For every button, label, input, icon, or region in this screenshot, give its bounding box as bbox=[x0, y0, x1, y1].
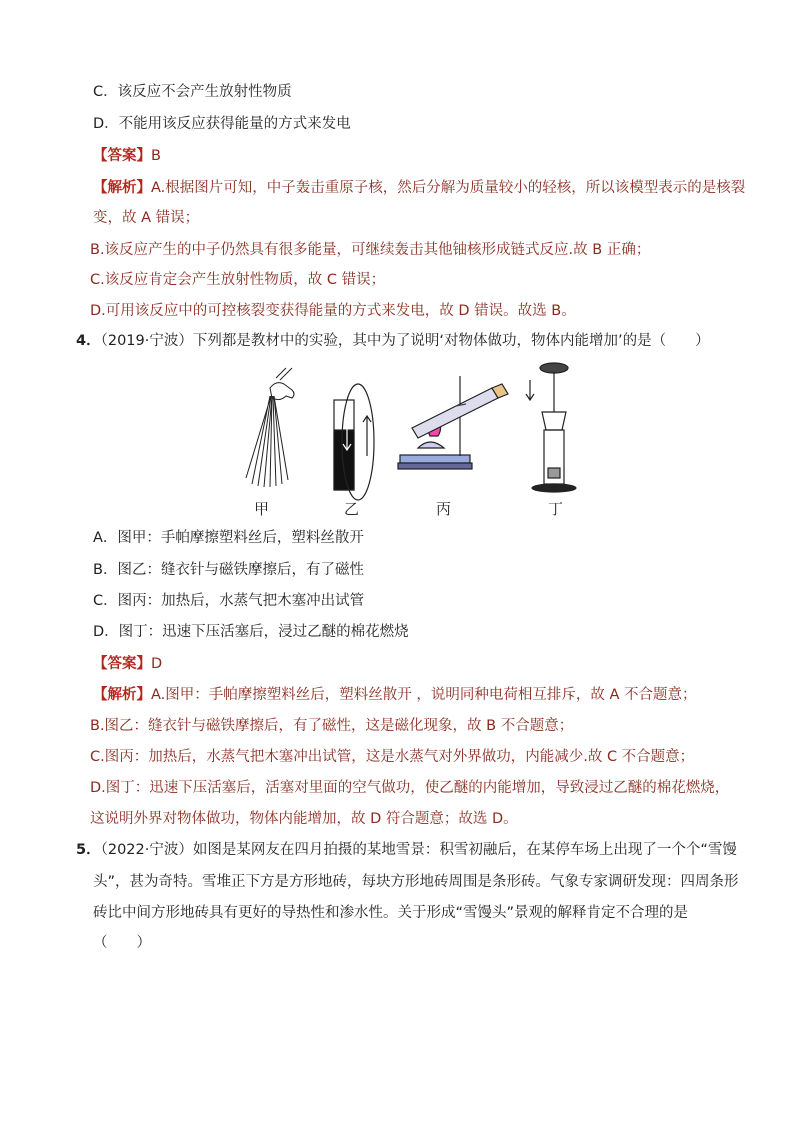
q5-stem-line-3: 砖比中间方形地砖具有更好的导热性和渗水性。关于形成“雪馒头”景观的解释肯定不合理的是 bbox=[93, 905, 689, 921]
q4-analysis-line-5: 这说明外界对物体做功，物体内能增加，故 D 符合题意；故选 D。 bbox=[90, 811, 518, 827]
test-tube-heating-illustration bbox=[398, 376, 508, 469]
answer-value: D bbox=[151, 656, 163, 672]
q4-analysis-line-4: D.图丁：迅速下压活塞后，活塞对里面的空气做功，使乙醚的内能增加，导致浸过乙醚的棉花燃烧， bbox=[90, 780, 730, 796]
q4-analysis-line-2: B.图乙：缝衣针与磁铁摩擦后，有了磁性，这是磁化现象，故 B 不合题意； bbox=[90, 718, 574, 734]
q4-experiment-figure bbox=[230, 360, 590, 520]
q4-stem: 4．（2019·宁波）下列都是教材中的实验，其中为了说明‘对物体做功，物体内能增加’的是（ ） bbox=[76, 333, 710, 349]
figure-label-bing: 丙 bbox=[436, 500, 452, 518]
q5-stem-line-4: （ ） bbox=[93, 935, 151, 951]
analysis-tag: 【解析】 bbox=[93, 687, 151, 703]
answer-tag: 【答案】 bbox=[93, 656, 151, 672]
q3-option-d: D．不能用该反应获得能量的方式来发电 bbox=[93, 116, 351, 132]
answer-value: B bbox=[151, 148, 161, 164]
figure-label-jia: 甲 bbox=[254, 500, 270, 518]
q4-analysis-line-3: C.图丙：加热后，水蒸气把木塞冲出试管，这是水蒸气对外界做功，内能减少.故 C 不合题意； bbox=[90, 749, 695, 765]
piston-cylinder-illustration bbox=[526, 363, 576, 492]
figure-label-yi: 乙 bbox=[344, 500, 360, 518]
q4-option-d: D．图丁：迅速下压活塞后，浸过乙醚的棉花燃烧 bbox=[93, 624, 409, 640]
question-number: 4． bbox=[76, 333, 101, 349]
hand-strands-illustration bbox=[246, 368, 294, 487]
q4-option-a: A．图甲：手帕摩擦塑料丝后，塑料丝散开 bbox=[93, 530, 364, 546]
magnet-needle-illustration bbox=[334, 384, 374, 500]
q4-option-b: B．图乙：缝衣针与磁铁摩擦后，有了磁性 bbox=[93, 562, 364, 578]
q3-analysis-line-1: 【解析】A.根据图片可知，中子轰击重原子核，然后分解为质量较小的轻核，所以该模型表示的是核裂 bbox=[93, 180, 746, 196]
q4-analysis-line-1: 【解析】A.图甲：手帕摩擦塑料丝后，塑料丝散开 ，说明同种电荷相互排斥，故 A 不合题意； bbox=[93, 687, 697, 703]
q5-stem-line-1: 5．（2022·宁波）如图是某网友在四月拍摄的某地雪景：积雪初融后，在某停车场上出现了一个个“雪馒 bbox=[76, 842, 737, 858]
q3-analysis-line-3: B.该反应产生的中子仍然具有很多能量，可继续轰击其他铀核形成链式反应.故 B 正确； bbox=[90, 242, 651, 258]
q5-stem-line-2: 头”，甚为奇特。雪堆正下方是方形地砖，每块方形地砖周围是条形砖。气象专家调研发现：四周条形 bbox=[93, 874, 739, 890]
q3-analysis-line-2: 变，故 A 错误； bbox=[93, 210, 200, 226]
q3-answer bbox=[93, 146, 161, 166]
q4-answer bbox=[93, 654, 162, 674]
answer-tag: 【答案】 bbox=[93, 148, 151, 164]
question-number: 5． bbox=[76, 842, 101, 858]
q3-analysis-line-5: D.可用该反应中的可控核裂变获得能量的方式来发电，故 D 错误。故选 B。 bbox=[90, 303, 576, 319]
q3-analysis-line-4: C.该反应肯定会产生放射性物质，故 C 错误； bbox=[90, 272, 386, 288]
q3-option-c: C．该反应不会产生放射性物质 bbox=[93, 84, 292, 100]
q4-option-c: C．图丙：加热后，水蒸气把木塞冲出试管 bbox=[93, 593, 365, 609]
figure-label-ding: 丁 bbox=[548, 500, 564, 518]
analysis-tag: 【解析】 bbox=[93, 180, 151, 196]
